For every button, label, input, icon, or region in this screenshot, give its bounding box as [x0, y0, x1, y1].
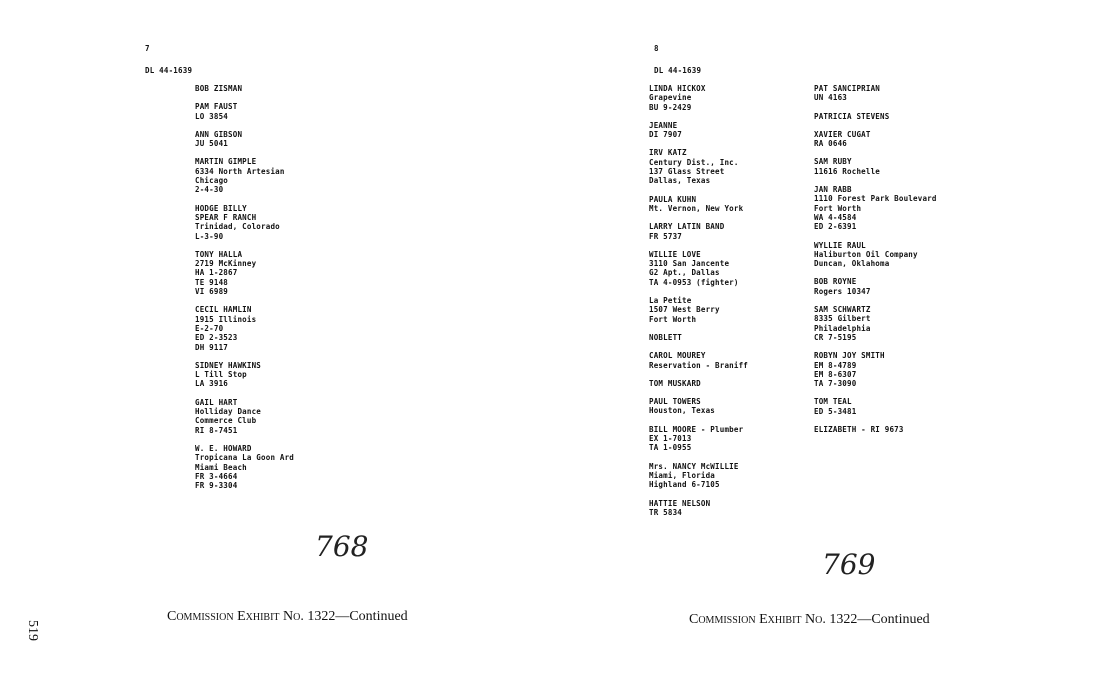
entry-line: SIDNEY HAWKINS: [195, 360, 262, 370]
entry-line: Holliday Dance: [195, 407, 262, 417]
entry-line: Tropicana La Goon Ard: [195, 453, 295, 463]
directory-entry: [814, 84, 1014, 103]
entry-line: XAVIER CUGAT: [814, 129, 871, 139]
directory-entry: [649, 121, 809, 140]
directory-entry: [814, 305, 1014, 342]
directory-entry: [195, 250, 415, 296]
entry-line: 2719 McKinney: [195, 259, 257, 269]
directory-entry: [814, 397, 1014, 416]
entry-line: Houston, Texas: [649, 406, 716, 416]
entry-line: Dallas, Texas: [649, 176, 711, 186]
right-caption-rest: 1322—Continued: [825, 612, 930, 627]
directory-entry: [814, 241, 1014, 269]
entry-line: Reservation - Braniff: [649, 360, 749, 370]
entry-line: Miami, Florida: [649, 470, 716, 480]
directory-entry: [195, 84, 415, 93]
directory-entry: [814, 351, 1014, 388]
entry-line: TOM TEAL: [814, 397, 852, 407]
entry-line: CECIL HAMLIN: [195, 305, 252, 315]
entry-line: JAN RABB: [814, 185, 852, 195]
directory-entry: [195, 157, 415, 194]
entry-line: Philadelphia: [814, 323, 871, 333]
entry-line: WILLIE LOVE: [649, 249, 701, 259]
right-entry-column-2: [814, 84, 1014, 443]
directory-entry: [814, 157, 1014, 176]
entry-line: Haliburton Oil Company: [814, 249, 918, 259]
entry-line: JEANNE: [649, 120, 678, 130]
right-caption-label: Commission Exhibit No.: [689, 612, 826, 627]
directory-entry: [649, 195, 809, 214]
entry-line: La Petite: [649, 296, 692, 306]
entry-line: SPEAR F RANCH: [195, 212, 257, 222]
entry-line: FR 3-4664: [195, 471, 238, 481]
entry-line: UN 4163: [814, 93, 848, 103]
entry-line: 1110 Forest Park Boulevard: [814, 194, 937, 204]
entry-line: 3110 San Jancente: [649, 259, 730, 269]
entry-line: 2-4-30: [195, 185, 224, 195]
entry-line: BOB ZISMAN: [195, 84, 243, 93]
directory-entry: [814, 277, 1014, 296]
entry-line: BILL MOORE - Plumber: [649, 424, 744, 434]
entry-line: ED 2-6391: [814, 222, 857, 232]
entry-line: Grapevine: [649, 93, 692, 103]
directory-entry: [195, 398, 415, 435]
entry-line: Mt. Vernon, New York: [649, 203, 744, 213]
entry-line: CR 7-5195: [814, 332, 857, 342]
entry-line: SAM RUBY: [814, 157, 852, 167]
left-handwritten-number: 768: [315, 530, 369, 563]
entry-line: Mrs. NANCY McWILLIE: [649, 461, 739, 471]
entry-line: TE 9148: [195, 277, 229, 287]
entry-line: L-3-90: [195, 231, 224, 241]
entry-line: BU 9-2429: [649, 102, 692, 112]
entry-line: 6334 North Artesian: [195, 166, 285, 176]
left-entry-list: [195, 84, 415, 499]
right-caption: [689, 612, 930, 628]
entry-line: HA 1-2867: [195, 268, 238, 278]
directory-entry: [649, 397, 809, 416]
directory-entry: [649, 84, 809, 112]
directory-entry: [649, 462, 809, 490]
entry-line: ROBYN JOY SMITH: [814, 351, 885, 361]
entry-line: RI 8-7451: [195, 425, 238, 435]
directory-entry: [195, 305, 415, 351]
entry-line: ELIZABETH - RI 9673: [814, 425, 904, 435]
directory-entry: [649, 425, 809, 453]
directory-entry: [195, 102, 415, 121]
entry-line: 1915 Illinois: [195, 314, 257, 324]
entry-line: EX 1-7013: [649, 434, 692, 444]
right-page-number: 8: [654, 44, 659, 53]
entry-line: CAROL MOUREY: [649, 351, 706, 361]
entry-line: 137 Glass Street: [649, 167, 725, 177]
entry-line: EM 8-6307: [814, 369, 857, 379]
entry-line: PATRICIA STEVENS: [814, 111, 890, 121]
entry-line: W. E. HOWARD: [195, 443, 252, 453]
directory-entry: [649, 296, 809, 324]
entry-line: LINDA HICKOX: [649, 84, 706, 93]
entry-line: SAM SCHWARTZ: [814, 305, 871, 315]
directory-entry: [195, 361, 415, 389]
entry-line: ANN GIBSON: [195, 129, 243, 139]
entry-line: TA 7-3090: [814, 379, 857, 389]
entry-line: JU 5041: [195, 139, 229, 149]
entry-line: Rogers 10347: [814, 286, 871, 296]
entry-line: RA 0646: [814, 139, 848, 149]
right-handwritten-number: 769: [822, 548, 876, 581]
left-page-number: 7: [145, 44, 150, 53]
entry-line: LARRY LATIN BAND: [649, 222, 725, 232]
right-entry-column-1: [649, 84, 809, 526]
entry-line: E-2-70: [195, 323, 224, 333]
entry-line: PAULA KUHN: [649, 194, 697, 204]
entry-line: L Till Stop: [195, 370, 247, 380]
entry-line: LO 3854: [195, 111, 229, 121]
entry-line: NOBLETT: [649, 332, 683, 342]
directory-entry: [814, 130, 1014, 149]
entry-line: Miami Beach: [195, 462, 247, 472]
side-page-number: 519: [25, 620, 40, 641]
entry-line: PAT SANCIPRIAN: [814, 84, 881, 93]
entry-line: FR 9-3304: [195, 481, 238, 491]
entry-line: BOB ROYNE: [814, 277, 857, 287]
entry-line: Fort Worth: [649, 314, 697, 324]
left-caption-label: Commission Exhibit No.: [167, 609, 304, 624]
entry-line: Duncan, Oklahoma: [814, 259, 890, 269]
entry-line: ED 2-3523: [195, 333, 238, 343]
entry-line: EM 8-4789: [814, 360, 857, 370]
directory-entry: [649, 250, 809, 287]
entry-line: 11616 Rochelle: [814, 166, 881, 176]
entry-line: Commerce Club: [195, 416, 257, 426]
entry-line: TOM MUSKARD: [649, 378, 701, 388]
entry-line: ED 5-3481: [814, 406, 857, 416]
entry-line: PAM FAUST: [195, 102, 238, 112]
entry-line: WA 4-4584: [814, 212, 857, 222]
entry-line: TR 5834: [649, 507, 683, 517]
entry-line: PAUL TOWERS: [649, 397, 701, 407]
entry-line: Fort Worth: [814, 203, 862, 213]
directory-entry: [814, 112, 1014, 121]
entry-line: TA 4-0953 (fighter): [649, 277, 739, 287]
entry-line: Highland 6-7105: [649, 480, 720, 490]
entry-line: TA 1-0955: [649, 443, 692, 453]
directory-entry: [814, 185, 1014, 231]
entry-line: 8335 Gilbert: [814, 314, 871, 324]
entry-line: 1507 West Berry: [649, 305, 720, 315]
entry-line: HODGE BILLY: [195, 203, 247, 213]
entry-line: TONY HALLA: [195, 249, 243, 259]
entry-line: Trinidad, Colorado: [195, 222, 280, 232]
directory-entry: [195, 444, 415, 490]
entry-line: LA 3916: [195, 379, 229, 389]
entry-line: HATTIE NELSON: [649, 498, 711, 508]
entry-line: DI 7907: [649, 130, 683, 140]
left-caption-rest: 1322—Continued: [303, 609, 408, 624]
left-file-number: DL 44-1639: [145, 66, 193, 75]
entry-line: DH 9117: [195, 342, 229, 352]
directory-entry: [814, 425, 1014, 434]
right-file-number: DL 44-1639: [654, 66, 702, 75]
directory-entry: [649, 351, 809, 370]
directory-entry: [649, 222, 809, 241]
directory-entry: [649, 148, 809, 185]
entry-line: GAIL HART: [195, 397, 238, 407]
entry-line: G2 Apt., Dallas: [649, 268, 720, 278]
entry-line: WYLLIE RAUL: [814, 240, 866, 250]
entry-line: VI 6989: [195, 287, 229, 297]
entry-line: MARTIN GIMPLE: [195, 157, 257, 167]
entry-line: Chicago: [195, 176, 229, 186]
entry-line: FR 5737: [649, 231, 683, 241]
directory-entry: [195, 130, 415, 149]
entry-line: Century Dist., Inc.: [649, 157, 739, 167]
left-caption: [167, 609, 408, 625]
directory-entry: [195, 204, 415, 241]
directory-entry: [649, 499, 809, 518]
directory-entry: [649, 333, 809, 342]
entry-line: IRV KATZ: [649, 148, 687, 158]
directory-entry: [649, 379, 809, 388]
